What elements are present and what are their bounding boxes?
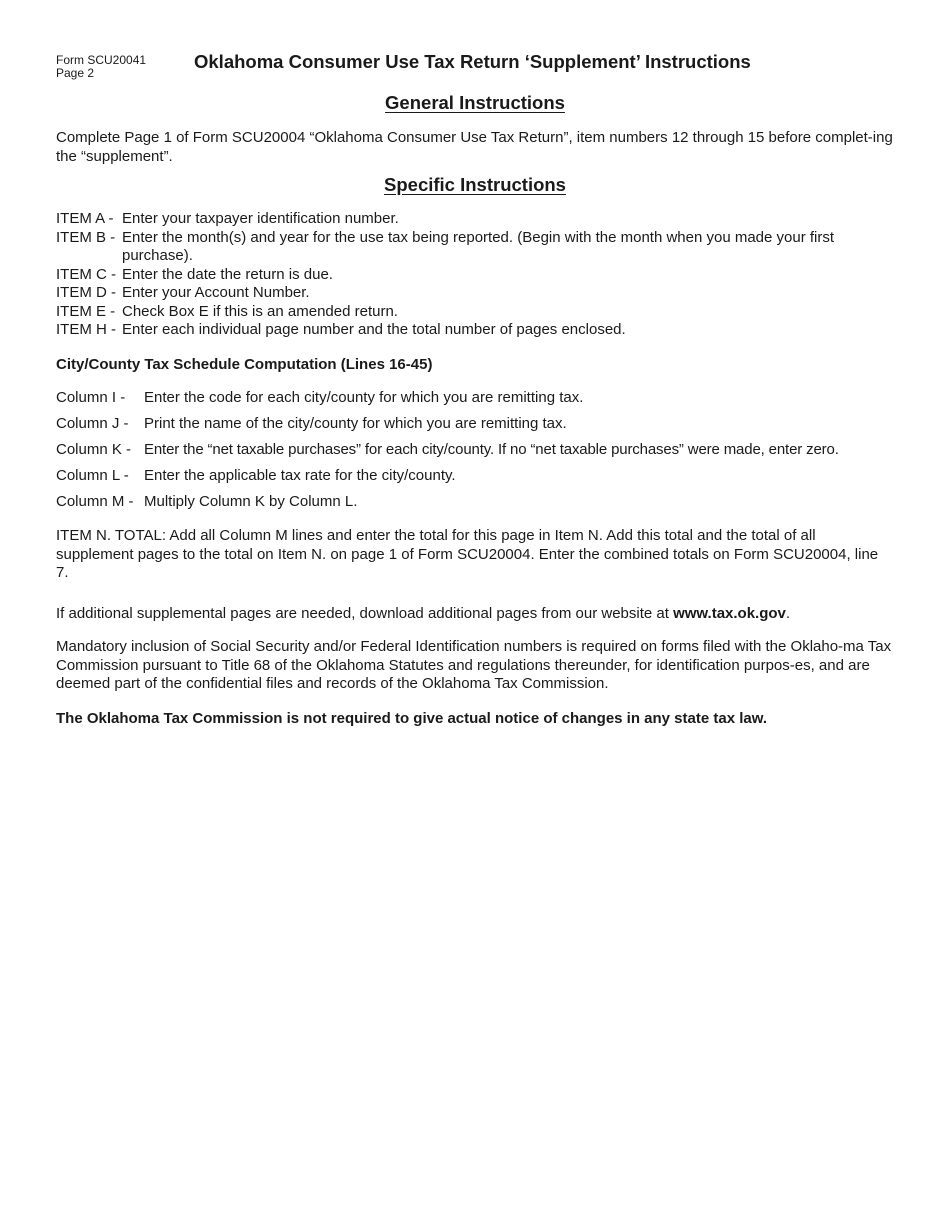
additional-pages-end: . bbox=[785, 605, 791, 622]
specific-instructions-heading: Specific Instructions bbox=[384, 174, 566, 195]
column-row bbox=[56, 415, 896, 434]
column-row bbox=[56, 441, 896, 460]
item-list bbox=[56, 210, 894, 340]
column-label: Column K - bbox=[56, 441, 132, 458]
column-text: Multiply Column K by Column L. bbox=[144, 493, 358, 510]
column-row bbox=[56, 389, 896, 408]
column-label: Column I - bbox=[56, 389, 126, 406]
column-text: Enter the applicable tax rate for the city/county. bbox=[144, 467, 456, 484]
item-n-total-text: ITEM N. TOTAL: Add all Column M lines and enter the total for this page in Item N. Add this total and the total of all supplement pages to the total on Item N. on page 1 of Form SCU20004. Enter the combined totals on Form SCU20004, line 7. bbox=[56, 527, 879, 581]
form-identifier bbox=[56, 54, 146, 80]
column-row bbox=[56, 493, 896, 512]
website-link[interactable]: www.tax.ok.gov bbox=[673, 605, 786, 622]
column-label: Column L - bbox=[56, 467, 129, 484]
additional-pages-text bbox=[56, 605, 894, 624]
item-label: ITEM C - bbox=[56, 265, 116, 283]
column-list bbox=[56, 389, 896, 519]
column-text: Enter the code for each city/county for which you are remitting tax. bbox=[144, 389, 584, 406]
page-number: Page 2 bbox=[56, 66, 95, 80]
item-label: ITEM H - bbox=[56, 321, 116, 338]
item-row bbox=[56, 284, 894, 303]
column-label: Column J - bbox=[56, 415, 129, 432]
schedule-heading: City/County Tax Schedule Computation (Lines 16-45) bbox=[56, 356, 433, 373]
item-text: Enter the month(s) and year for the use tax being reported. (Begin with the month when you made your first purchase). bbox=[122, 228, 835, 264]
mandatory-id-notice: Mandatory inclusion of Social Security and/or Federal Identification numbers is required on forms filed with the Oklaho-ma Tax Commission pursuant to Title 68 of the Oklahoma Statutes and regulations thereunder, for identification purpos-es, and are deemed part of the confidential files and records of the Oklahoma Tax Commission. bbox=[56, 638, 892, 692]
item-label: ITEM A - bbox=[56, 210, 114, 227]
column-text: Print the name of the city/county for which you are remitting tax. bbox=[144, 415, 567, 432]
item-label: ITEM B - bbox=[56, 228, 116, 246]
page-title: Oklahoma Consumer Use Tax Return ‘Supplement’ Instructions bbox=[194, 51, 751, 72]
column-text: Enter the “net taxable purchases” for each city/county. If no “net taxable purchases” were made, enter zero. bbox=[144, 441, 839, 458]
tax-law-notice: The Oklahoma Tax Commission is not required to give actual notice of changes in any state tax law. bbox=[56, 710, 768, 727]
item-label: ITEM E - bbox=[56, 302, 116, 320]
column-row bbox=[56, 467, 896, 486]
item-row bbox=[56, 266, 894, 285]
item-label: ITEM D - bbox=[56, 284, 116, 301]
item-row bbox=[56, 210, 894, 229]
item-text: Enter your Account Number. bbox=[122, 284, 310, 301]
item-row bbox=[56, 321, 894, 340]
column-label: Column M - bbox=[56, 493, 134, 510]
item-text: Check Box E if this is an amended return. bbox=[122, 302, 398, 320]
form-number: Form SCU20041 bbox=[56, 53, 147, 67]
item-row bbox=[56, 303, 894, 322]
item-text: Enter each individual page number and the total number of pages enclosed. bbox=[122, 321, 626, 338]
item-text: Enter your taxpayer identification number. bbox=[122, 210, 399, 227]
general-instructions-text: Complete Page 1 of Form SCU20004 “Oklahoma Consumer Use Tax Return”, item numbers 12 through 15 before complet-ing the “supplement”. bbox=[56, 129, 893, 165]
additional-pages-lead: If additional supplemental pages are needed, download additional pages from our website at bbox=[56, 605, 674, 622]
general-instructions-heading: General Instructions bbox=[385, 92, 565, 113]
item-row bbox=[56, 229, 894, 266]
item-text: Enter the date the return is due. bbox=[122, 265, 333, 283]
